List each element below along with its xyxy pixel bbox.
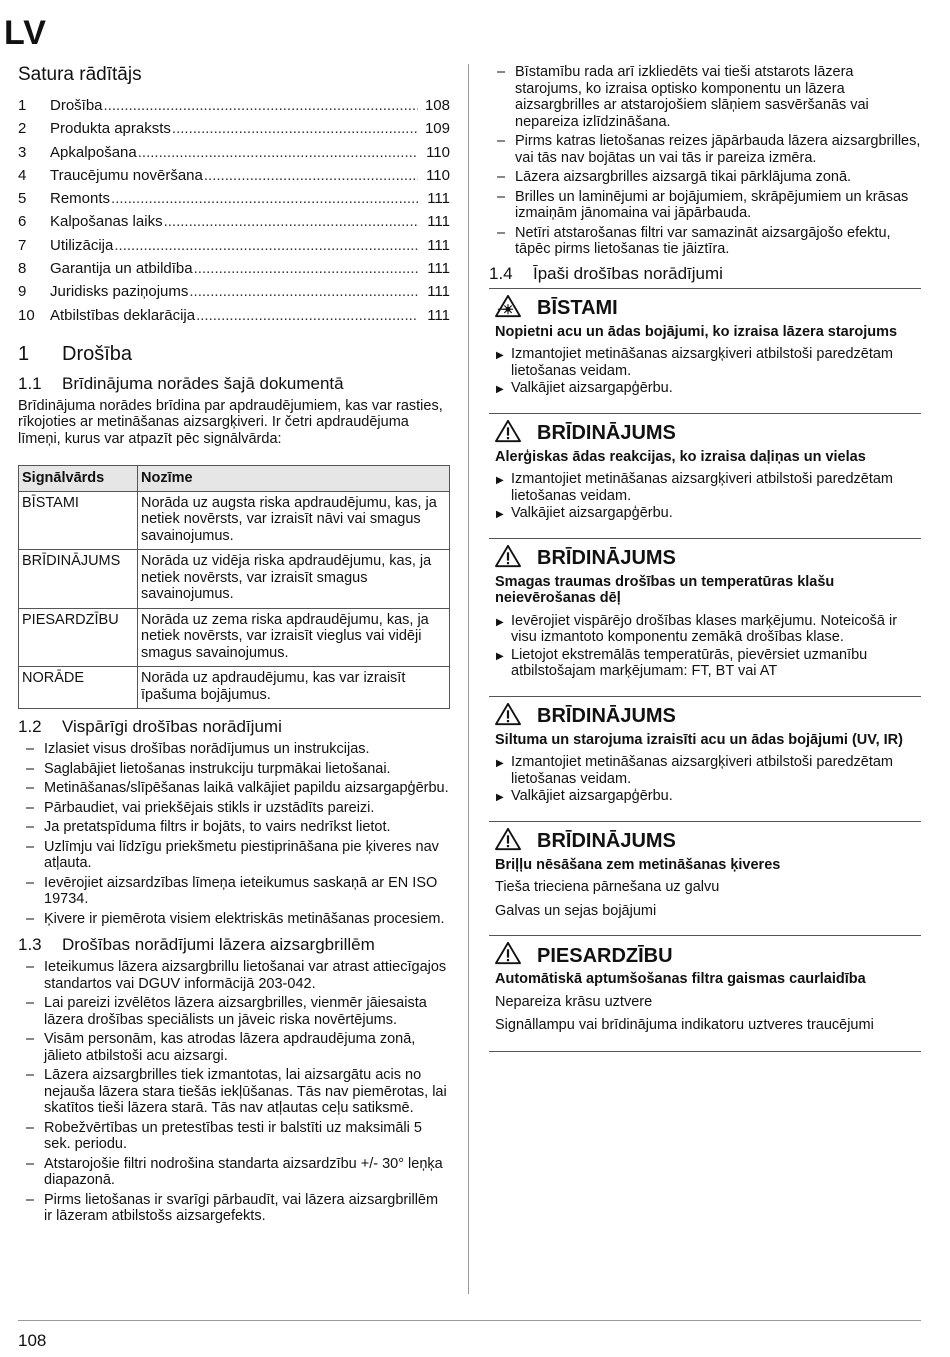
- toc-item-leader: [104, 94, 418, 117]
- warning-action: ▶ Valkājiet aizsargapģērbu.: [489, 788, 921, 805]
- warning-actions: [489, 471, 921, 522]
- laser-safety-list: [18, 959, 450, 1225]
- list-item: – Ja pretatspīduma filtrs ir bojāts, to vairs nedrīkst lietot.: [18, 819, 450, 836]
- toc-item-page: 111: [427, 283, 450, 301]
- table-row: [19, 491, 450, 550]
- toc-item-page: 111: [427, 260, 450, 278]
- signal-word-cell: BĪSTAMI: [19, 491, 138, 550]
- toc-item-number: 6: [18, 213, 27, 231]
- list-item: – Robežvērtības un pretestības testi ir balstīti uz maksimāli 5 sek. periodu.: [18, 1120, 450, 1153]
- toc-item: [18, 187, 450, 210]
- warning-header: [489, 547, 921, 571]
- signal-word-cell: NORĀDE: [19, 667, 138, 709]
- toc-item-page: 108: [424, 97, 450, 114]
- toc-item-leader: [164, 210, 418, 233]
- signal-word: PIESARDZĪBU: [537, 944, 673, 967]
- warning-box: [489, 288, 921, 397]
- section-number: 1.1: [18, 373, 42, 393]
- list-item: – Lāzera aizsargbrilles aizsargā tikai pārklājuma zonā.: [489, 169, 921, 186]
- list-item: – Izlasiet visus drošības norādījumus un instrukcijas.: [18, 741, 450, 758]
- warning-action: ▶ Lietojot ekstremālās temperatūrās, pievērsiet uzmanību atbilstošajam marķējumam: FT, BT vai AT: [489, 647, 921, 680]
- meaning-cell: Norāda uz vidēja riska apdraudējumu, kas, ja netiek novērsts, var izraisīt smagus savainojumus.: [138, 550, 450, 609]
- toc-item-label: Traucējumu novēršana: [50, 166, 203, 184]
- toc-item-label: Atbilstības deklarācija: [50, 306, 196, 324]
- warning-action: ▶ Ievērojiet vispārējo drošības klases marķējumu. Noteicošā ir visu izmantoto komponentu zemākā drošības klase.: [489, 613, 921, 646]
- toc-item-leader: [172, 117, 418, 140]
- warning-subtitle: Smagas traumas drošības un temperatūras klašu neievērošanas dēļ: [495, 573, 835, 606]
- section-title: Drošības norādījumi lāzera aizsargbrillēm: [62, 935, 375, 955]
- toc-item-number: 5: [18, 190, 27, 208]
- signal-word: BRĪDINĀJUMS: [537, 830, 676, 852]
- toc-item-number: 10: [18, 306, 35, 324]
- toc-item-leader: [189, 280, 418, 303]
- list-item: – Ievērojiet aizsardzības līmeņa ieteikumus saskaņā ar EN ISO 19734.: [18, 875, 450, 908]
- list-item: – Pārbaudiet, vai priekšējais stikls ir uzstādīts pareizi.: [18, 800, 450, 817]
- warning-subtitle: Automātiskā aptumšošanas filtra gaismas caurlaidība: [495, 971, 866, 987]
- warning-header: [489, 422, 921, 446]
- toc-item-label: Garantija un atbildība: [50, 260, 193, 278]
- warning-icon: [489, 544, 537, 574]
- warning-box: [489, 821, 921, 920]
- meaning-cell: Norāda uz zema riska apdraudējumu, kas, ja netiek novērsts, var izraisīt vieglus vai vidēji smagus savainojumus.: [138, 608, 450, 667]
- list-item: – Pirms lietošanas ir svarīgi pārbaudīt, vai lāzera aizsargbrillēm ir lāzeram atbilstošs aizsargefekts.: [18, 1192, 450, 1225]
- warning-action: ▶ Valkājiet aizsargapģērbu.: [489, 380, 921, 397]
- toc-item-page: 111: [427, 213, 450, 231]
- section-title: Drošība: [62, 342, 133, 365]
- toc-item-label: Utilizācija: [50, 236, 114, 254]
- left-column: [18, 64, 450, 1231]
- warning-actions: [489, 754, 921, 805]
- toc-title: Satura rādītājs: [18, 64, 142, 85]
- toc-item-number: 1: [18, 97, 27, 114]
- toc-item-label: Kalpošanas laiks: [50, 213, 163, 231]
- signal-word: BĪSTAMI: [537, 297, 618, 319]
- toc-item-number: 2: [18, 120, 27, 138]
- toc-item: [18, 141, 450, 164]
- toc-item: [18, 257, 450, 280]
- warning-actions: [489, 613, 921, 680]
- toc-item-page: 111: [427, 236, 450, 254]
- warning-action: ▶ Izmantojiet metināšanas aizsargķiveri atbilstoši paredzētam lietošanas veidam.: [489, 346, 921, 379]
- warning-subtitle: Alerģiskas ādas reakcijas, ko izraisa daļiņas un vielas: [495, 448, 866, 465]
- toc-item: [18, 280, 450, 303]
- toc-item-number: 3: [18, 143, 27, 161]
- warning-header: [489, 297, 921, 321]
- toc-item-label: Produkta apraksts: [50, 120, 171, 138]
- list-item: – Visām personām, kas atrodas lāzera apdraudējuma zonā, jālieto atbilstoši acu aizsargi.: [18, 1031, 450, 1064]
- toc-item-page: 110: [426, 166, 450, 184]
- warning-box: [489, 696, 921, 805]
- page-number: 108: [18, 1331, 47, 1350]
- warning-consequence: Galvas un sejas bojājumi: [495, 902, 657, 919]
- toc-item-number: 8: [18, 260, 27, 278]
- signal-word-intro: Brīdinājuma norādes brīdina par apdraudējumiem, kas var rasties, rīkojoties ar metināšanas aizsargķiveri. Ir četri apdraudējuma līmeņi, kurus var atpazīt pēc signālvārda:: [18, 397, 443, 447]
- section-heading-1-2: [18, 717, 450, 737]
- signal-word-cell: PIESARDZĪBU: [19, 608, 138, 667]
- toc-item-leader: [196, 304, 418, 327]
- table-row: [19, 608, 450, 667]
- toc-item-label: Drošība: [50, 97, 103, 114]
- toc-item-page: 109: [424, 120, 450, 138]
- toc-item-label: Juridisks paziņojums: [50, 283, 189, 301]
- warning-header: [489, 830, 921, 854]
- meaning-cell: Norāda uz apdraudējumu, kas var izraisīt īpašuma bojājumus.: [138, 667, 450, 709]
- warning-subtitle: Siltuma un starojuma izraisīti acu un ādas bojājumi (UV, IR): [495, 731, 903, 748]
- warning-consequence: Signāllampu vai brīdinājuma indikatoru uztveres traucējumi: [495, 1017, 874, 1033]
- list-item: – Uzlīmju vai līdzīgu priekšmetu piestiprināšana pie ķiveres nav atļauta.: [18, 839, 450, 872]
- toc-item-label: Remonts: [50, 190, 111, 208]
- section-title: Vispārīgi drošības norādījumi: [62, 717, 282, 737]
- section-number: 1: [18, 342, 30, 365]
- table-header-cell: Signālvārds: [19, 466, 138, 492]
- toc-item-page: 110: [426, 143, 450, 161]
- list-item: – Lai pareizi izvēlētos lāzera aizsargbrilles, vienmēr jāiesaista lāzera drošības speciālists un jāveic riska novērtējums.: [18, 995, 450, 1028]
- toc-item-number: 7: [18, 236, 27, 254]
- section-heading-1-3: [18, 935, 450, 955]
- list-item: – Brilles un laminējumi ar bojājumiem, skrāpējumiem un krāsas izmaiņām jānomaina vai jāpārbauda.: [489, 189, 921, 222]
- table-header-row: [19, 466, 450, 492]
- toc-item-number: 9: [18, 283, 27, 301]
- list-item: – Bīstamību rada arī izkliedēts vai tieši atstarots lāzera starojums, ko izraisa optisko komponentu un lāzera aizsargbrilles ar atstarojošiem slāņiem sasvēršanās vai nepareiza izlīdzināšana.: [489, 64, 921, 130]
- table-header-cell: Nozīme: [138, 466, 450, 492]
- table-row: [19, 550, 450, 609]
- toc-item-leader: [138, 141, 418, 164]
- warning-actions: [489, 346, 921, 397]
- section-number: 1.3: [18, 935, 42, 955]
- list-item: – Pirms katras lietošanas reizes jāpārbauda lāzera aizsargbrilles, vai tās nav bojātas un vai tās ir pareiza izmēra.: [489, 133, 921, 166]
- footer-divider: [18, 1320, 921, 1321]
- section-heading-1-4: [489, 264, 921, 284]
- laser-safety-list-continued: [489, 64, 921, 258]
- warning-action: ▶ Valkājiet aizsargapģērbu.: [489, 505, 921, 522]
- section-number: 1.2: [18, 717, 42, 737]
- warning-consequence: Tieša trieciena pārnešana uz galvu: [495, 879, 720, 895]
- toc-item-leader: [204, 164, 418, 187]
- general-safety-list: [18, 741, 450, 927]
- toc-item: [18, 304, 450, 327]
- warning-icon: [489, 702, 537, 732]
- toc-list: [18, 94, 450, 327]
- section-number: 1.4: [489, 263, 513, 283]
- list-item: – Netīri atstarošanas filtri var samazināt aizsargājošo efektu, tāpēc pirms lietošanas tie jāiztīra.: [489, 225, 921, 258]
- warning-box: [489, 413, 921, 522]
- warning-action: ▶ Izmantojiet metināšanas aizsargķiveri atbilstoši paredzētam lietošanas veidam.: [489, 754, 921, 787]
- toc-item-number: 4: [18, 166, 27, 184]
- toc-item: [18, 117, 450, 140]
- signal-word: BRĪDINĀJUMS: [537, 422, 676, 444]
- list-item: – Atstarojošie filtri nodrošina standarta aizsardzību +/- 30° leņķa diapazonā.: [18, 1156, 450, 1189]
- table-row: [19, 667, 450, 709]
- list-item: – Ieteikumus lāzera aizsargbrillu lietošanai var atrast attiecīgajos standartos vai DGUV informācijā 203-042.: [18, 959, 450, 992]
- signal-word: BRĪDINĀJUMS: [537, 705, 676, 727]
- warning-icon: [489, 941, 537, 971]
- warnings-container: [489, 288, 921, 1052]
- section-title: Īpaši drošības norādījumi: [533, 263, 723, 283]
- toc-item: [18, 210, 450, 233]
- list-item: – Lāzera aizsargbrilles tiek izmantotas, lai aizsargātu acis no nejauša lāzera stara tiešās iekļūšanas. Tās nav piemērotas, lai skatītos tieši lāzera starā. Tās nav atļautas ceļu satiksmē.: [18, 1067, 450, 1117]
- warning-subtitle: Briļļu nēsāšana zem metināšanas ķiveres: [495, 856, 781, 873]
- language-code: LV: [4, 14, 47, 52]
- toc-item: [18, 234, 450, 257]
- toc-item-leader: [111, 187, 418, 210]
- toc-item: [18, 94, 450, 117]
- laser-hazard-icon: [489, 294, 537, 324]
- list-item: – Metināšanas/slīpēšanas laikā valkājiet papildu aizsargapģērbu.: [18, 780, 450, 797]
- meaning-cell: Norāda uz augsta riska apdraudējumu, kas, ja netiek novērsts, var izraisīt nāvi vai smagus savainojumus.: [138, 491, 450, 550]
- toc-item: [18, 164, 450, 187]
- warning-box: [489, 935, 921, 1052]
- warning-icon: [489, 419, 537, 449]
- signal-word-cell: BRĪDINĀJUMS: [19, 550, 138, 609]
- right-column: [489, 64, 921, 1068]
- warning-subtitle: Nopietni acu un ādas bojājumi, ko izraisa lāzera starojums: [495, 323, 898, 340]
- toc-item-leader: [114, 234, 418, 257]
- warning-box: [489, 538, 921, 680]
- section-title: Brīdinājuma norādes šajā dokumentā: [62, 373, 344, 393]
- warning-icon: [489, 827, 537, 857]
- signal-word: BRĪDINĀJUMS: [537, 547, 676, 569]
- list-item: – Ķivere ir piemērota visiem elektriskās metināšanas procesiem.: [18, 911, 450, 928]
- section-heading-1-1: [18, 374, 450, 394]
- toc-item-leader: [194, 257, 418, 280]
- list-item: – Saglabājiet lietošanas instrukciju turpmākai lietošanai.: [18, 761, 450, 778]
- toc-item-label: Apkalpošana: [50, 143, 137, 161]
- column-divider: [468, 64, 469, 1294]
- section-heading-1: [18, 343, 450, 366]
- warning-consequence: Nepareiza krāsu uztvere: [495, 993, 653, 1010]
- warning-header: [489, 944, 921, 968]
- signal-word-table: [18, 465, 450, 709]
- warning-action: ▶ Izmantojiet metināšanas aizsargķiveri atbilstoši paredzētam lietošanas veidam.: [489, 471, 921, 504]
- toc-item-page: 111: [427, 190, 450, 208]
- toc-item-page: 111: [427, 306, 450, 324]
- warning-header: [489, 705, 921, 729]
